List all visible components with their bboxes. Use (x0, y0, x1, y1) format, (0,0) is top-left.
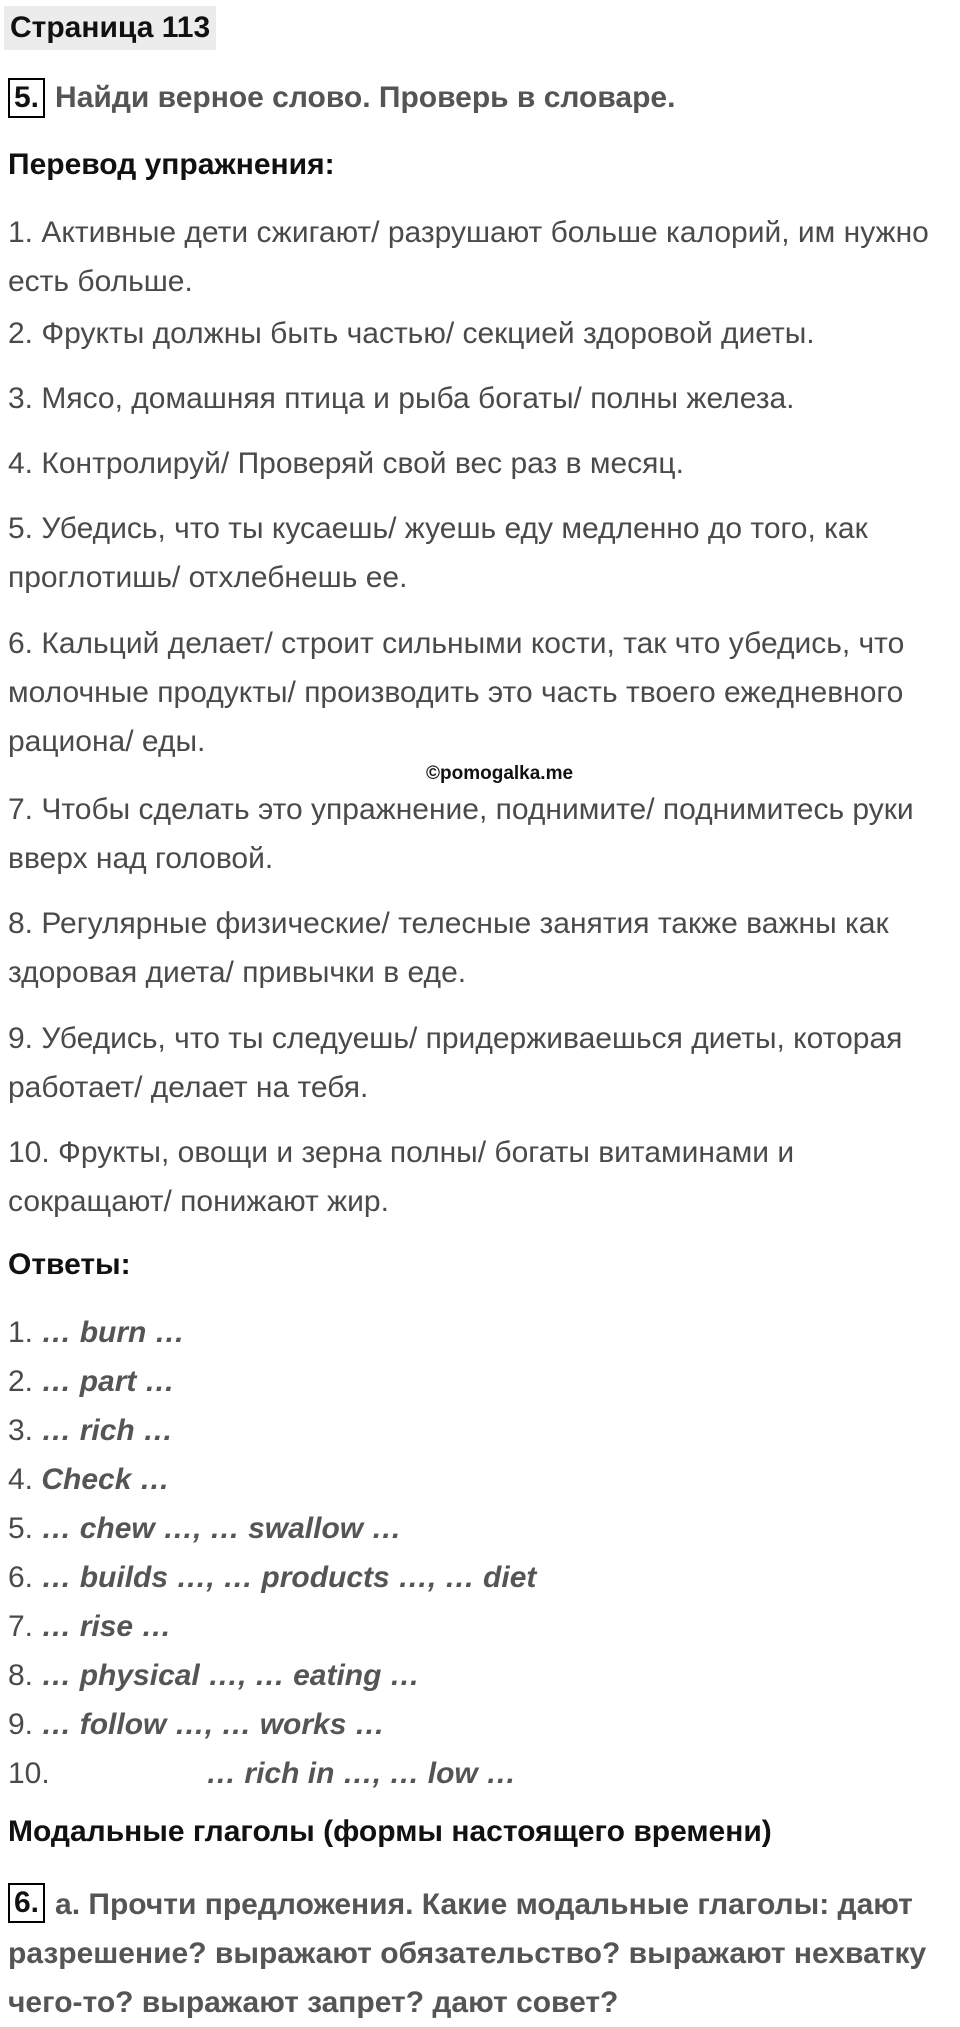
answer-row (8, 1357, 908, 1406)
answer-row (8, 1553, 908, 1602)
answer-text: … builds …, … products …, … diet (41, 1561, 537, 1594)
translation-heading: Перевод упражнения: (8, 148, 335, 181)
answer-text: … part … (41, 1365, 175, 1398)
section-heading: Модальные глаголы (формы настоящего времени) (8, 1815, 772, 1848)
task-instruction: Найди верное слово. Проверь в словаре. (55, 81, 676, 114)
answer-number: 4. (8, 1463, 34, 1496)
answer-row (8, 1455, 908, 1504)
answer-row (8, 1651, 908, 1700)
answer-text: … follow …, … works … (41, 1708, 385, 1741)
answer-row (8, 1602, 908, 1651)
translation-item-2: 2. Фрукты должны быть частью/ секцией здоровой диеты. (8, 317, 815, 350)
task-number: 5. (8, 78, 45, 118)
answer-row (8, 1308, 908, 1357)
answer-text: … burn … (41, 1316, 185, 1349)
answer-row (8, 1406, 908, 1455)
answer-row (8, 1749, 908, 1798)
answers-heading: Ответы: (8, 1248, 131, 1281)
task-number: 6. (8, 1883, 45, 1923)
answer-number: 9. (8, 1708, 34, 1741)
answer-text: … rise … (41, 1610, 172, 1643)
answer-number: 7. (8, 1610, 34, 1643)
answer-number: 10. (8, 1757, 50, 1790)
translation-item-3: 3. Мясо, домашняя птица и рыба богаты/ полны железа. (8, 382, 795, 415)
task-instruction: a. Прочти предложения. Какие модальные глаголы: дают разрешение? выражают обязательство? выражают нехватку чего-то? выражают запрет? дают совет? (8, 1888, 927, 2019)
translation-item-10: 10. Фрукты, овощи и зерна полны/ богаты витаминами и сокращают/ понижают жир. (8, 1136, 795, 1218)
translation-item-8: 8. Регулярные физические/ телесные занятия также важны как здоровая диета/ привычки в еде. (8, 907, 889, 989)
answer-row (8, 1504, 908, 1553)
answer-text: … rich in …, … low … (206, 1757, 517, 1790)
answer-text: Check … (41, 1463, 170, 1496)
answer-number: 2. (8, 1365, 34, 1398)
translation-item-1: 1. Активные дети сжигают/ разрушают больше калорий, им нужно есть больше. (8, 216, 929, 298)
answer-number: 3. (8, 1414, 34, 1447)
answer-text: … rich … (41, 1414, 174, 1447)
translation-item-6: 6. Кальций делает/ строит сильными кости, так что убедись, что молочные продукты/ производить это часть твоего ежедневного рациона/ еды. (8, 627, 905, 758)
answer-number: 1. (8, 1316, 34, 1349)
translation-item-9: 9. Убедись, что ты следуешь/ придерживаешься диеты, которая работает/ делает на тебя. (8, 1022, 903, 1104)
answer-number: 6. (8, 1561, 34, 1594)
translation-item-5: 5. Убедись, что ты кусаешь/ жуешь еду медленно до того, как проглотишь/ отхлебнешь ее. (8, 512, 868, 594)
answer-row (8, 1700, 908, 1749)
answer-text: … chew …, … swallow … (41, 1512, 402, 1545)
answers-list (8, 1308, 908, 1798)
task-6 (8, 1880, 953, 2027)
page-title: Страница 113 (4, 6, 216, 50)
answer-text: … physical …, … eating … (41, 1659, 420, 1692)
task-5-header (8, 78, 675, 118)
watermark: ©pomogalka.me (426, 763, 574, 784)
answer-number: 5. (8, 1512, 34, 1545)
translation-item-7: 7. Чтобы сделать это упражнение, поднимите/ поднимитесь руки вверх над головой. (8, 793, 914, 875)
translation-item-4: 4. Контролируй/ Проверяй свой вес раз в месяц. (8, 447, 684, 480)
answer-number: 8. (8, 1659, 34, 1692)
